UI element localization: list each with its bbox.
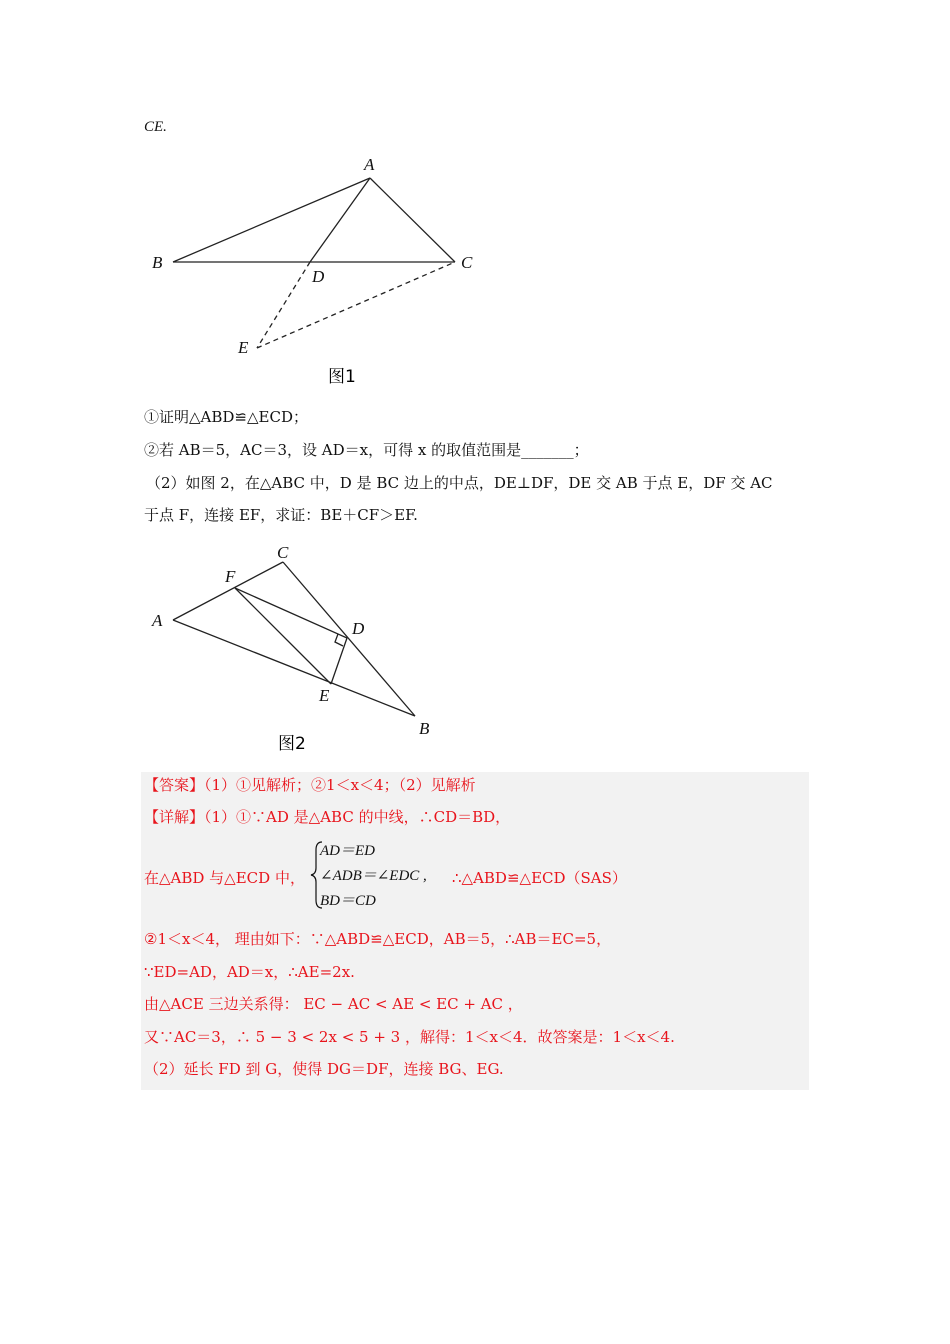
detail-line-7: （2）延长 FD 到 G，使得 DG＝DF，连接 BG、EG. (144, 1060, 504, 1078)
figure-1 (145, 150, 495, 390)
segment-fd (235, 588, 347, 638)
segment-de (331, 638, 347, 684)
system-eq-2: ∠ADB＝∠EDC , (320, 868, 427, 884)
detail-line-3: ②1＜x＜4， 理由如下：∵△ABD≌△ECD，AB＝5，∴AB＝EC=5， (144, 930, 612, 948)
question-2-line-1: （2）如图 2，在△ABC 中，D 是 BC 边上的中点，DE⊥DF，DE 交 AB 于点 E，DF 交 AC (146, 474, 773, 492)
figure-1-caption: 图1 (328, 367, 356, 387)
label-c: C (277, 543, 289, 562)
segment-de (257, 262, 310, 348)
question-1-1: ①证明△ABD≌△ECD； (144, 408, 308, 426)
label-e: E (238, 338, 249, 357)
segment-cb (283, 562, 415, 716)
system-eq-1: AD＝ED (320, 843, 375, 859)
label-b: B (152, 253, 163, 272)
detail-line-5: 由△ACE 三边关系得： EC − AC < AE < EC + AC ， (144, 995, 523, 1013)
label-d: D (352, 619, 365, 638)
detail-line-2-suffix: ∴△ABD≌△ECD（SAS） (452, 869, 627, 887)
detail-line-2-prefix: 在△ABD 与△ECD 中， (144, 869, 305, 887)
segment-fe (235, 588, 331, 684)
detail-line-4: ∵ED=AD，AD＝x，∴AE=2x. (144, 963, 355, 981)
label-f: F (225, 567, 236, 586)
label-c: C (461, 253, 473, 272)
label-e: E (319, 686, 330, 705)
segment-ab (173, 620, 415, 716)
top-fragment: CE. (144, 119, 167, 135)
detail-line-1: 【详解】（1）①∵AD 是△ABC 的中线，∴CD＝BD， (144, 808, 511, 826)
label-d: D (312, 267, 325, 286)
segment-ec (257, 262, 455, 348)
question-2-line-2: 于点 F，连接 EF，求证：BE＋CF＞EF. (144, 506, 418, 524)
figure-2-caption: 图2 (278, 734, 306, 754)
segment-ac (370, 178, 455, 262)
question-1-2: ②若 AB＝5，AC＝3，设 AD＝x，可得 x 的取值范围是_______； (144, 441, 589, 459)
detail-line-6: 又∵AC＝3，∴ 5 − 3 < 2x < 5 + 3 ，解得：1＜x＜4．故答案是：1＜x＜4. (144, 1028, 675, 1046)
label-a: A (364, 155, 375, 174)
figure-2 (145, 538, 445, 758)
label-a: A (152, 611, 163, 630)
answer-summary: 【答案】（1）①见解析；②1＜x＜4；（2）见解析 (144, 776, 476, 794)
label-b: B (419, 719, 430, 738)
system-eq-3: BD＝CD (320, 893, 376, 909)
